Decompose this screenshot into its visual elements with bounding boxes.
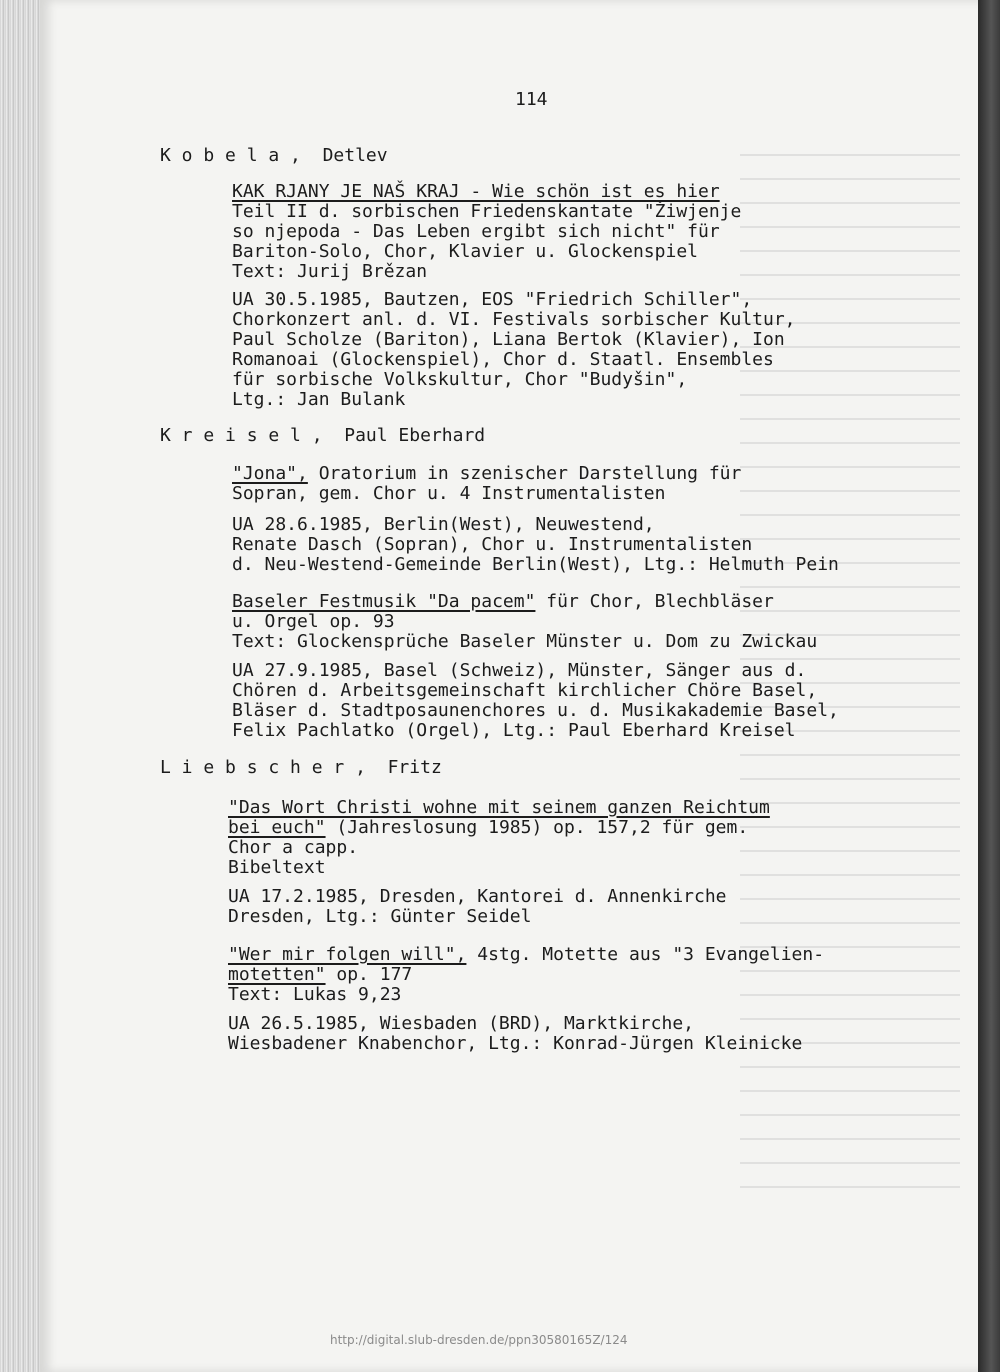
composer-name: [160, 758, 442, 778]
composer-name: [160, 146, 388, 166]
premiere-line: UA 30.5.1985, Bautzen, EOS "Friedrich Schiller",: [232, 289, 753, 310]
premiere-line: UA 27.9.1985, Basel (Schweiz), Münster, Sänger aus d.: [232, 660, 807, 681]
premiere-line: Wiesbadener Knabenchor, Ltg.: Konrad-Jürgen Kleinicke: [228, 1033, 803, 1054]
work-line: u. Orgel op. 93: [232, 611, 395, 632]
work-line: Chor a capp.: [228, 837, 359, 858]
page-number: 114: [515, 89, 548, 110]
premiere-line: für sorbische Volkskultur, Chor "Budyšin",: [232, 369, 688, 390]
premiere-line: Felix Pachlatko (Orgel), Ltg.: Paul Eberhard Kreisel: [232, 720, 796, 741]
work-line: Sopran, gem. Chor u. 4 Instrumentalisten: [232, 483, 666, 504]
source-url: http://digital.slub-dresden.de/ppn30580165Z/124: [330, 1333, 628, 1347]
premiere-line: UA 17.2.1985, Dresden, Kantorei d. Annenkirche: [228, 886, 727, 907]
premiere-line: Romanoai (Glockenspiel), Chor d. Staatl. Ensembles: [232, 349, 774, 370]
work-line: Bariton-Solo, Chor, Klavier u. Glockenspiel: [232, 241, 698, 262]
premiere-line: Ltg.: Jan Bulank: [232, 389, 406, 410]
premiere-line: UA 26.5.1985, Wiesbaden (BRD), Marktkirche,: [228, 1013, 694, 1034]
work-text-credit: Text: Jurij Brězan: [232, 261, 428, 282]
composer-surname: L i e b s c h e r ,: [160, 757, 366, 778]
premiere-line: Chören d. Arbeitsgemeinschaft kirchlicher Chöre Basel,: [232, 680, 818, 701]
work-line: Teil II d. sorbischen Friedenskantate "Žiwjenje: [232, 201, 742, 222]
work-text-credit: Bibeltext: [228, 857, 326, 878]
premiere-line: Dresden, Ltg.: Günter Seidel: [228, 906, 532, 927]
work-title: "Jona", Oratorium in szenischer Darstellung für: [232, 463, 742, 484]
premiere-line: Bläser d. Stadtposaunenchores u. d. Musikakademie Basel,: [232, 700, 839, 721]
composer-surname: K r e i s e l ,: [160, 425, 323, 446]
work-title-cont: motetten" op. 177: [228, 964, 413, 985]
work-title-cont: bei euch" (Jahreslosung 1985) op. 157,2 für gem.: [228, 817, 749, 838]
premiere-line: Paul Scholze (Bariton), Liana Bertok (Klavier), Ion: [232, 329, 785, 350]
work-title: Baseler Festmusik "Da pacem" für Chor, Blechbläser: [232, 591, 774, 612]
work-line: so njepoda - Das Leben ergibt sich nicht" für: [232, 221, 720, 242]
book-binding-edge: [978, 0, 1000, 1372]
premiere-line: Chorkonzert anl. d. VI. Festivals sorbischer Kultur,: [232, 309, 796, 330]
premiere-line: UA 28.6.1985, Berlin(West), Neuwestend,: [232, 514, 655, 535]
work-text-credit: Text: Glockensprüche Baseler Münster u. Dom zu Zwickau: [232, 631, 818, 652]
work-title: "Wer mir folgen will", 4stg. Motette aus "3 Evangelien-: [228, 944, 825, 965]
premiere-line: Renate Dasch (Sopran), Chor u. Instrumentalisten: [232, 534, 753, 555]
work-title: KAK RJANY JE NAŠ KRAJ - Wie schön ist es hier: [232, 181, 720, 202]
composer-given-name: Paul Eberhard: [344, 425, 486, 446]
composer-given-name: Fritz: [387, 757, 442, 778]
composer-name: [160, 426, 485, 446]
composer-given-name: Detlev: [322, 145, 388, 166]
work-text-credit: Text: Lukas 9,23: [228, 984, 402, 1005]
premiere-line: d. Neu-Westend-Gemeinde Berlin(West), Ltg.: Helmuth Pein: [232, 554, 839, 575]
composer-surname: K o b e l a ,: [160, 145, 301, 166]
work-title: "Das Wort Christi wohne mit seinem ganzen Reichtum: [228, 797, 770, 818]
